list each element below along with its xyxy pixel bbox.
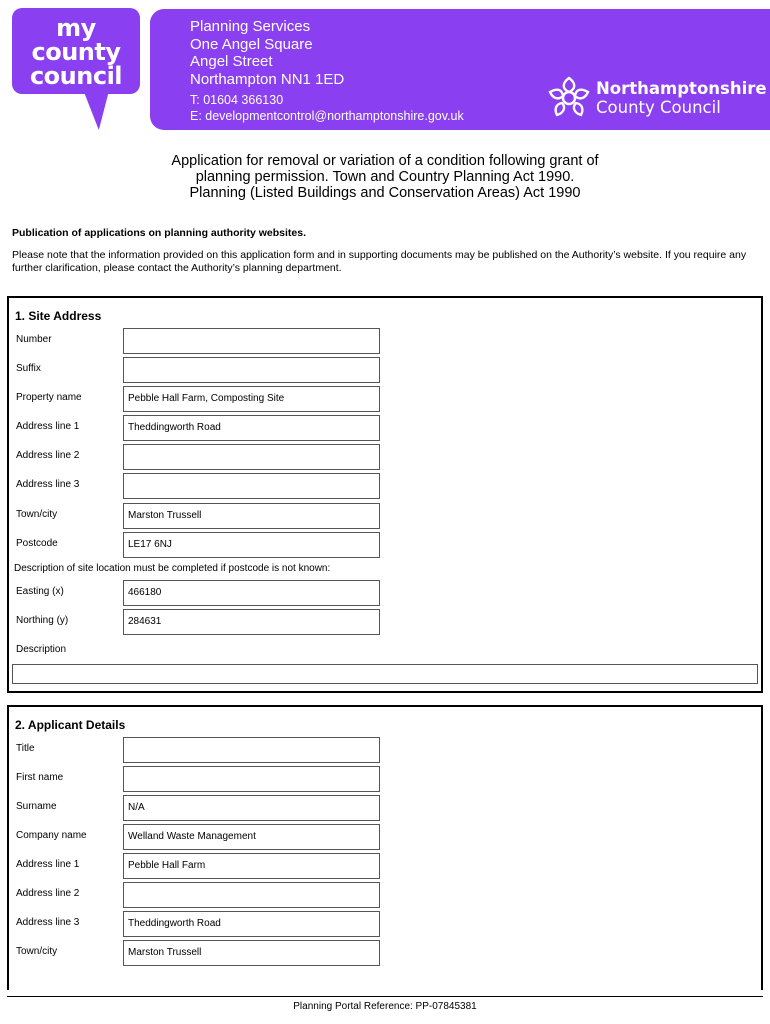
form-row [9, 882, 761, 908]
address-line-1-field[interactable]: Pebble Hall Farm [123, 853, 380, 879]
form-row [9, 795, 761, 821]
easting-field[interactable]: 466180 [123, 580, 380, 606]
logo-line-3: council [29, 62, 123, 90]
location-note: Description of site location must be completed if postcode is not known: [14, 563, 331, 574]
company-name-field[interactable]: Welland Waste Management [123, 824, 380, 850]
address-line-3-field[interactable]: Theddingworth Road [123, 911, 380, 937]
field-label: Property name [16, 392, 82, 403]
field-label: Address line 1 [16, 421, 80, 432]
address-line: One Angel Square [190, 35, 313, 53]
description-label: Description [16, 644, 67, 655]
address-line-1-field[interactable]: Theddingworth Road [123, 415, 380, 441]
logo-line-2: county [31, 38, 121, 66]
property-name-field[interactable]: Pebble Hall Farm, Composting Site [123, 386, 380, 412]
northamptonshire-county-council-logo [546, 75, 767, 121]
first-name-field[interactable] [123, 766, 380, 792]
form-row [9, 328, 761, 354]
form-row [9, 415, 761, 441]
field-label: Company name [16, 830, 87, 841]
telephone: T: 01604 366130 [190, 93, 284, 107]
logo-line-1: my [56, 14, 96, 42]
portal-reference: Planning Portal Reference: PP-07845381 [293, 1001, 477, 1012]
section-heading: 2. Applicant Details [15, 718, 126, 732]
field-label: Postcode [16, 538, 58, 549]
logo-speech-tail [83, 90, 115, 130]
address-line-2-field[interactable] [123, 882, 380, 908]
title-line-2: planning permission. Town and Country Planning Act 1990. [195, 169, 575, 185]
council-name-line-2: County Council [596, 98, 721, 117]
form-row [9, 609, 761, 635]
field-label: Easting (x) [16, 586, 64, 597]
form-row [9, 503, 761, 529]
office-address [190, 18, 344, 88]
form-row [9, 766, 761, 792]
email: E: developmentcontrol@northamptonshire.gov.uk [190, 108, 464, 123]
field-label: Number [16, 334, 52, 345]
council-name [596, 79, 767, 117]
my-county-council-logo [12, 8, 140, 94]
address-line-2-field[interactable] [123, 444, 380, 470]
town-city-field[interactable]: Marston Trussell [123, 503, 380, 529]
site-address-section [7, 296, 763, 693]
address-line-3-field[interactable] [123, 473, 380, 499]
form-row [9, 473, 761, 499]
form-row [9, 853, 761, 879]
form-row [9, 444, 761, 470]
form-row [9, 357, 761, 383]
form-row [9, 824, 761, 850]
surname-field[interactable]: N/A [123, 795, 380, 821]
form-row [9, 940, 761, 966]
footer-divider [7, 996, 763, 997]
address-line: Angel Street [190, 53, 273, 70]
town-city-field[interactable]: Marston Trussell [123, 940, 380, 966]
form-row [9, 737, 761, 763]
suffix-field[interactable] [123, 357, 380, 383]
title-line-1: Application for removal or variation of a condition following grant of [171, 153, 599, 169]
rose-emblem-icon [546, 75, 592, 121]
field-label: Town/city [16, 946, 58, 957]
form-row [9, 386, 761, 412]
form-row [9, 580, 761, 606]
field-label: Address line 3 [16, 917, 80, 928]
field-label: Address line 3 [16, 479, 80, 490]
field-label: Address line 2 [16, 450, 80, 461]
publication-notice: Please note that the information provided on this application form and in supporting documents may be published on the Authority’s website. If you require any further clarification, please contact the Authority’s planning department. [12, 249, 747, 274]
field-label: Surname [16, 801, 57, 812]
number-field[interactable] [123, 328, 380, 354]
applicant-details-section [7, 705, 763, 990]
section-heading: 1. Site Address [15, 309, 102, 323]
field-label: Address line 2 [16, 888, 80, 899]
northing-field[interactable]: 284631 [123, 609, 380, 635]
council-name-line-1: Northamptonshire [596, 79, 767, 98]
field-label: Northing (y) [16, 615, 69, 626]
publication-heading: Publication of applications on planning authority websites. [12, 227, 307, 239]
field-label: Address line 1 [16, 859, 80, 870]
form-row [9, 532, 761, 558]
description-field[interactable] [12, 664, 758, 684]
contact-details [190, 93, 464, 124]
form-row [9, 911, 761, 937]
header-banner [150, 9, 770, 130]
field-label: Suffix [16, 363, 41, 374]
field-label: First name [16, 772, 64, 783]
field-label: Town/city [16, 509, 58, 520]
document-title [0, 153, 770, 201]
address-line: Northampton NN1 1ED [190, 70, 345, 88]
title-line-3: Planning (Listed Buildings and Conservation Areas) Act 1990 [189, 185, 581, 201]
title-field[interactable] [123, 737, 380, 763]
address-line: Planning Services [190, 18, 311, 35]
postcode-field[interactable]: LE17 6NJ [123, 532, 380, 558]
field-label: Title [16, 743, 35, 754]
